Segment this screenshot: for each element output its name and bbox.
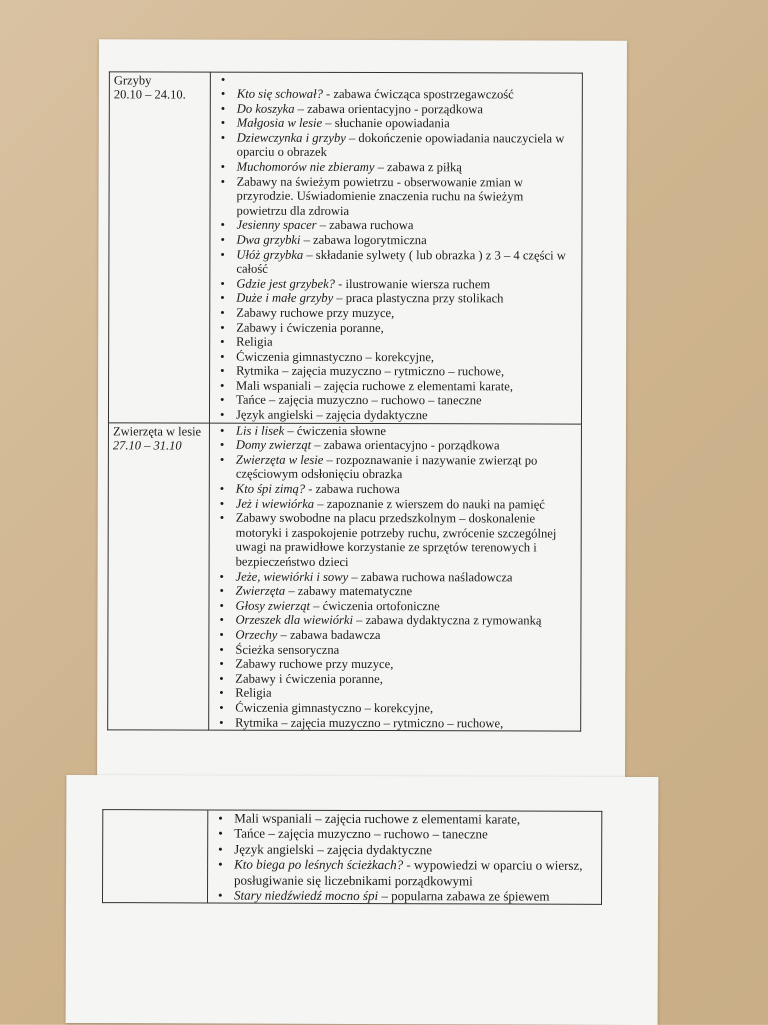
- activities-cell: [209, 423, 582, 731]
- activity-description: Tańce – zajęcia muzyczno – ruchowo – taneczne: [236, 393, 482, 408]
- activity-description: Rytmika – zajęcia muzyczno – rytmiczno – ruchowe,: [235, 715, 503, 730]
- activity-title: Dziewczynka i grzyby: [237, 130, 346, 144]
- activity-description: – zabawa orientacyjno - porządkowa: [311, 438, 500, 452]
- week-row: [102, 810, 601, 905]
- activity-description: Mali wspaniali – zajęcia ruchowe z elementami karate,: [234, 811, 520, 827]
- activity-item: [209, 671, 574, 687]
- activity-title: Małgosia w lesie: [237, 116, 322, 130]
- activity-title: Muchomorów nie zbieramy: [237, 160, 375, 174]
- activity-description: – popularna zabawa ze śpiewem: [378, 888, 550, 904]
- activity-description: – zabawa z piłką: [374, 160, 461, 174]
- activity-description: Rytmika – zajęcia muzyczno – rytmiczno – ruchowe,: [236, 364, 504, 379]
- week-theme: Grzyby: [114, 73, 206, 87]
- activity-description: Zabawy i ćwiczenia poranne,: [236, 320, 384, 334]
- week-cell: [108, 72, 210, 423]
- activity-title: Orzeszek dla wiewiórki: [235, 613, 353, 627]
- activity-description: Religia: [236, 335, 272, 349]
- activity-item: [210, 423, 575, 439]
- activities-cell: [207, 810, 601, 905]
- activity-item: [209, 613, 574, 629]
- activity-description: Zabawy na świeżym powietrzu - obserwowanie zmian w przyrodzie. Uświadomienie znaczenia ruchu na świeżym powietrzu dla zdrowia: [237, 174, 524, 217]
- activity-title: Zwierzęta: [236, 584, 286, 598]
- week-cell: [108, 422, 210, 730]
- activity-item: [210, 218, 575, 234]
- activities-list: [210, 73, 582, 424]
- activity-item: [211, 130, 576, 160]
- activity-title: Ułóż grzybka: [236, 247, 303, 261]
- activity-description: – zapoznanie z wierszem do nauki na pamięć: [314, 497, 545, 512]
- activities-list: [208, 810, 601, 904]
- activity-description: – zabawa badawcza: [277, 628, 380, 642]
- activities-cell: [209, 72, 582, 424]
- activity-description: – zabawy matematyczne: [285, 584, 412, 598]
- activity-item: [209, 686, 574, 702]
- activity-description: Religia: [235, 686, 271, 700]
- activity-description: Ćwiczenia gimnastyczno – korekcyjne,: [236, 349, 434, 364]
- activity-item: [208, 810, 595, 827]
- activity-description: Zabawy swobodne na placu przedszkolnym – doskonalenie motoryki i zaspokojenie potrzeby ruchu, zwrócenie szczególnej uwagi na prawidłowe korzystanie ze sprzętów terenowych i bezpieczeństwo dzieci: [236, 511, 557, 569]
- activity-title: Dwa grzybki: [236, 233, 300, 247]
- activity-item: [211, 174, 576, 219]
- activity-item: [210, 584, 575, 600]
- activity-item: [210, 276, 575, 292]
- activity-item: [210, 393, 575, 409]
- activity-description: – ćwiczenia słowne: [284, 423, 386, 437]
- week-row: [108, 72, 582, 424]
- activity-description: – ćwiczenia ortofoniczne: [310, 599, 440, 613]
- activity-item: [210, 306, 575, 322]
- week-theme: Zwierzęta w lesie: [113, 424, 205, 438]
- activity-item: [209, 628, 574, 644]
- activity-item: [211, 73, 576, 88]
- activity-description: - ilustrowanie wiersza ruchem: [335, 277, 490, 291]
- activity-description: – zabawa ruchowa: [317, 218, 414, 232]
- activity-item: [210, 320, 575, 336]
- activity-description: Ścieżka sensoryczna: [235, 642, 339, 656]
- activity-title: Orzechy: [235, 628, 277, 642]
- activity-title: Jesienny spacer: [236, 218, 316, 232]
- activity-item: [211, 160, 576, 176]
- activity-item: [211, 87, 576, 103]
- activity-description: Język angielski – zajęcia dydaktyczne: [234, 841, 432, 857]
- activities-list: [209, 423, 581, 730]
- activity-description: – zabawa dydaktyczna z rymowanką: [353, 613, 542, 627]
- activity-item: [210, 482, 575, 498]
- activity-description: Zabawy ruchowe przy muzyce,: [236, 306, 394, 320]
- activity-title: Domy zwierząt: [236, 438, 311, 452]
- activity-item: [208, 857, 595, 889]
- activity-description: Zabawy i ćwiczenia poranne,: [235, 671, 383, 685]
- activity-title: Kto biega po leśnych ścieżkach?: [234, 857, 403, 873]
- activity-title: Gdzie jest grzybek?: [236, 276, 335, 290]
- week-dates: 20.10 – 24.10.: [114, 87, 206, 101]
- activity-item: [208, 826, 595, 843]
- activity-item: [210, 569, 575, 585]
- activity-item: [210, 452, 575, 482]
- activity-description: Zabawy ruchowe przy muzyce,: [235, 657, 393, 671]
- activity-item: [208, 887, 595, 904]
- activity-title: Duże i małe grzyby: [236, 291, 333, 305]
- activity-description: Ćwiczenia gimnastyczno – korekcyjne,: [235, 701, 433, 716]
- activity-item: [210, 233, 575, 249]
- activity-description: – dokończenie opowiadania nauczyciela w oparciu o obrazek: [237, 131, 565, 160]
- activity-item: [208, 841, 595, 858]
- activity-description: - zabawa ruchowa: [305, 482, 400, 496]
- paper-sheet-top: [97, 39, 627, 785]
- week-dates: 27.10 – 31.10: [113, 438, 205, 452]
- activity-item: [211, 116, 576, 132]
- activity-title: Do koszyka: [237, 101, 295, 115]
- activity-title: Jeż i wiewiórka: [236, 496, 314, 510]
- activity-title: Lis i lisek: [236, 423, 284, 437]
- activity-item: [210, 496, 575, 512]
- activity-item: [209, 598, 574, 614]
- activity-description: – zabawa orientacyjno - porządkowa: [294, 101, 483, 115]
- activity-title: Głosy zwierząt: [235, 598, 310, 612]
- week-cell: [102, 810, 207, 904]
- activity-title: Kto śpi zimą?: [236, 482, 305, 496]
- activity-item: [210, 247, 575, 277]
- activity-item: [210, 335, 575, 351]
- paper-sheet-bottom: [66, 775, 659, 1025]
- activity-item: [209, 657, 574, 673]
- activity-description: Mali wspaniali – zajęcia ruchowe z elementami karate,: [236, 379, 513, 394]
- activity-title: Jeże, wiewiórki i sowy: [236, 569, 349, 583]
- activity-item: [210, 364, 575, 380]
- activity-title: Stary niedźwiedź mocno śpi: [234, 888, 378, 904]
- activity-description: – zabawa ruchowa naśladowcza: [348, 570, 512, 584]
- activity-plan-table-continued: [102, 809, 602, 905]
- activity-description: - zabawa ćwicząca spostrzegawczość: [323, 87, 514, 101]
- activity-item: [211, 101, 576, 117]
- activity-item: [210, 438, 575, 454]
- activity-description: – słuchanie opowiadania: [322, 116, 450, 130]
- activity-description: – praca plastyczna przy stolikach: [333, 291, 503, 305]
- activity-description: Tańce – zajęcia muzyczno – ruchowo – taneczne: [234, 826, 488, 842]
- activity-item: [209, 715, 574, 731]
- activity-item: [210, 349, 575, 365]
- activity-item: [209, 701, 574, 717]
- activity-description: Język angielski – zajęcia dydaktyczne: [236, 408, 428, 423]
- activity-title: Kto się schował?: [237, 87, 323, 101]
- activity-description: – rozpoznawanie i nazywanie zwierząt po częściowym odsłonięciu obrazka: [236, 453, 538, 482]
- activity-description: – zabawa logorytmiczna: [300, 233, 426, 247]
- activity-item: [210, 408, 575, 424]
- week-row: [108, 422, 582, 731]
- activity-description: – składanie sylwety ( lub obrazka ) z 3 – 4 części w całość: [236, 247, 566, 276]
- activity-description: - wypowiedzi w oparciu o wiersz, posługiwanie się liczebnikami porządkowymi: [234, 857, 582, 888]
- activity-item: [210, 511, 575, 570]
- activity-title: Zwierzęta w lesie: [236, 453, 324, 467]
- activity-item: [209, 642, 574, 658]
- activity-plan-table: [107, 71, 583, 731]
- activity-item: [210, 291, 575, 307]
- activity-item: [210, 378, 575, 394]
